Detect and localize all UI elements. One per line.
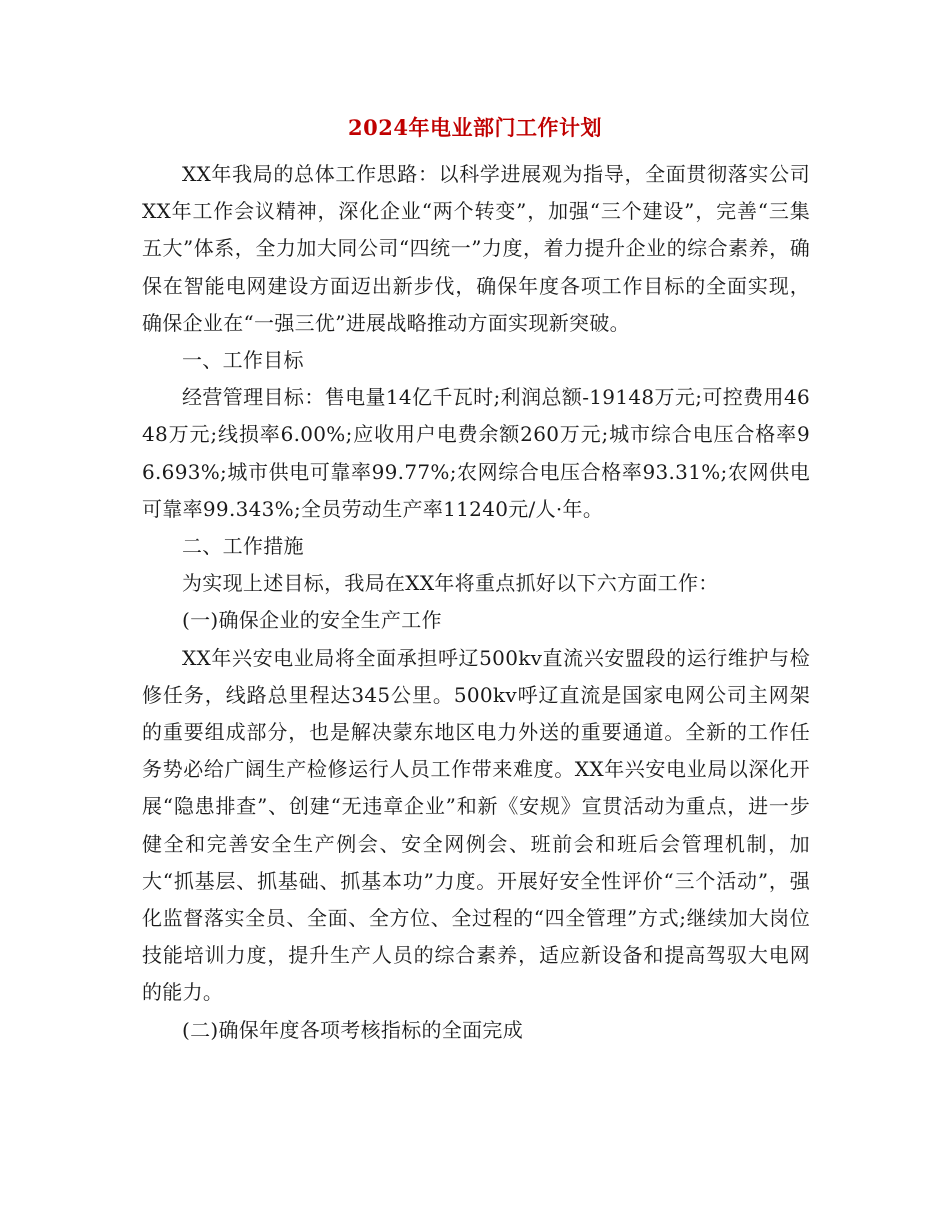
subheading-indicators: (二)确保年度各项考核指标的全面完成 — [182, 1017, 524, 1042]
paragraph-measures-intro: 为实现上述目标，我局在XX年将重点抓好以下六方面工作： — [182, 571, 719, 596]
subheading-safety: (一)确保企业的安全生产工作 — [182, 608, 442, 633]
document-title: 2024年电业部门工作计划 — [348, 115, 602, 140]
paragraph-overview: XX年我局的总体工作思路：以科学进展观为指导，全面贯彻落实公司XX年工作会议精神，深化企业“两个转变”，加强“三个建设”，完善“三集五大”体系，全力加大同公司“四统一”力度，着力提升企业的综合素养，确保在智能电网建设方面迈出新步伐，确保年度各项工作目标的全面实现，确保企业在“一强三优”进展战略推动方面实现新突破。 — [142, 162, 810, 335]
heading-work-measures: 二、工作措施 — [182, 534, 304, 559]
paragraph-management-goals: 经营管理目标：售电量14亿千瓦时;利润总额-19148万元;可控费用4648万元;线损率6.00%;应收用户电费余额260万元;城市综合电压合格率96.693%;城市供电可靠率99.77%;农网综合电压合格率93.31%;农网供电可靠率99.343%;全员劳动生产率11240元/人·年。 — [142, 385, 810, 521]
heading-work-goals: 一、工作目标 — [182, 348, 304, 373]
paragraph-safety: XX年兴安电业局将全面承担呼辽500kv直流兴安盟段的运行维护与检修任务，线路总里程达345公里。500kv呼辽直流是国家电网公司主网架的重要组成部分，也是解决蒙东地区电力外送的重要通道。全新的工作任务势必给广阔生产检修运行人员工作带来难度。XX年兴安电业局以深化开展“隐患排查”、创建“无违章企业”和新《安规》宣贯活动为重点，进一步健全和完善安全生产例会、安全网例会、班前会和班后会管理机制，加大“抓基层、抓基础、抓基本功”力度。开展好安全性评价“三个活动”，强化监督落实全员、全面、全方位、全过程的“四全管理”方式;继续加大岗位技能培训力度，提升生产人员的综合素养，适应新设备和提高驾驭大电网的能力。 — [142, 645, 810, 1005]
document-body — [142, 156, 810, 1049]
